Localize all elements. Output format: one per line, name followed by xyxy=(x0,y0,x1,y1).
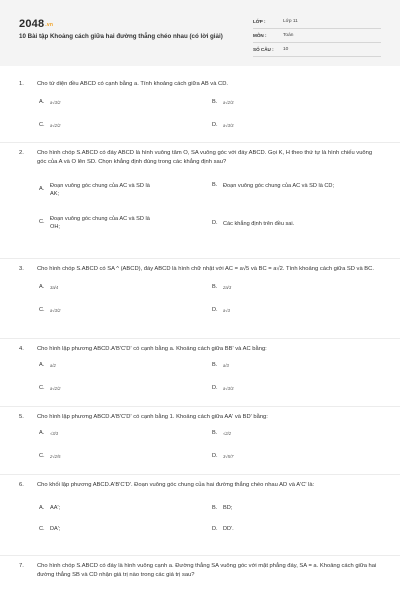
option-a[interactable] xyxy=(39,284,58,292)
option-value: a√3/3 xyxy=(223,123,234,129)
option-a[interactable] xyxy=(39,430,58,438)
header xyxy=(0,0,400,66)
option-value: a/2 xyxy=(50,363,56,369)
meta-row-count xyxy=(253,44,381,57)
option-value: Đoạn vuông góc chung của AC và SD là OH; xyxy=(50,215,150,230)
meta-info xyxy=(253,16,381,58)
option-letter: D. xyxy=(212,307,218,314)
question-number: 4. xyxy=(19,346,24,352)
question-number: 7. xyxy=(19,563,24,569)
option-c[interactable] xyxy=(39,215,179,232)
question-6 xyxy=(19,481,382,533)
meta-label: SỐ CÂU : xyxy=(253,46,274,52)
question-3 xyxy=(19,265,382,314)
option-letter: A. xyxy=(39,99,45,106)
option-value: a√3/3 xyxy=(223,386,234,392)
meta-row-subject xyxy=(253,30,381,43)
option-value: AA'; xyxy=(50,505,61,512)
option-b[interactable] xyxy=(212,99,233,107)
question-2 xyxy=(19,149,382,230)
option-letter: B. xyxy=(212,430,218,437)
option-letter: A. xyxy=(39,362,45,369)
option-d[interactable] xyxy=(212,385,233,393)
option-a[interactable] xyxy=(39,99,60,107)
option-letter: B. xyxy=(212,504,218,511)
option-value: a√3/2 xyxy=(50,308,61,314)
option-b[interactable] xyxy=(212,430,231,438)
question-number: 1. xyxy=(19,81,24,87)
option-letter: B. xyxy=(212,99,218,106)
option-letter: C. xyxy=(39,307,45,314)
option-letter: A. xyxy=(39,504,45,511)
meta-row-class xyxy=(253,16,381,29)
option-letter: D. xyxy=(212,122,218,129)
option-value: 2a/3 xyxy=(223,285,232,291)
question-number: 5. xyxy=(19,414,24,420)
option-value: a√2/3 xyxy=(223,100,234,106)
meta-label: LỚP : xyxy=(253,18,266,24)
question-text: Cho hình lập phương ABCD.A'B'C'D' có cạnh bằng 1. Khoảng cách giữa AA' và BD' bằng: xyxy=(37,414,268,420)
divider xyxy=(0,474,400,475)
option-letter: D. xyxy=(212,219,218,226)
option-a[interactable] xyxy=(39,362,56,370)
question-number: 3. xyxy=(19,266,24,272)
option-b[interactable] xyxy=(212,182,362,190)
option-letter: A. xyxy=(39,284,45,291)
option-c[interactable] xyxy=(39,453,60,461)
option-value: a√3 xyxy=(223,308,230,314)
question-text: Cho hình chóp S.ABCD có đáy ABCD là hình vuông tâm O, SA vuông góc với đáy ABCD. Gọi K, H theo thứ tự là hình chiếu vuông góc của A và O lên SD. Chọn khẳng định đúng trong các khẳng định sau? xyxy=(37,150,373,166)
option-letter: B. xyxy=(212,362,218,369)
option-letter: C. xyxy=(39,525,45,532)
site-logo[interactable] xyxy=(19,17,53,32)
divider xyxy=(0,406,400,407)
document-title: 10 Bài tập Khoảng cách giữa hai đường thẳng chéo nhau (có lời giải) xyxy=(19,33,223,40)
option-letter: A. xyxy=(39,430,45,437)
option-value: 2√2/5 xyxy=(50,454,61,460)
question-text: Cho hình lập phương ABCD.A'B'C'D' có cạnh bằng a. Khoảng cách giữa BB' và AC bằng: xyxy=(37,346,267,352)
option-a[interactable] xyxy=(39,504,60,512)
divider xyxy=(0,338,400,339)
meta-value: Lớp 11 xyxy=(283,18,298,24)
option-b[interactable] xyxy=(212,362,229,370)
option-value: DD'. xyxy=(223,526,234,533)
question-text: Cho tứ diện đều ABCD có cạnh bằng a. Tính khoảng cách giữa AB và CD. xyxy=(37,81,229,87)
option-value: Đoạn vuông góc chung của AC và SD là AK; xyxy=(50,182,150,197)
question-5 xyxy=(19,413,382,460)
option-value: a√3/2 xyxy=(50,100,61,106)
option-letter: C. xyxy=(39,385,45,392)
option-letter: A. xyxy=(39,186,45,192)
option-c[interactable] xyxy=(39,385,60,393)
meta-value: 10 xyxy=(283,46,289,52)
option-value: 3a/4 xyxy=(50,285,59,291)
option-d[interactable] xyxy=(212,220,294,228)
option-value: Các khẳng định trên đều sai. xyxy=(223,220,295,227)
option-d[interactable] xyxy=(212,122,233,130)
meta-value: Toán xyxy=(283,32,294,38)
option-d[interactable] xyxy=(212,453,233,461)
divider xyxy=(0,555,400,556)
question-text: Cho hình chóp S.ABCD có SA ^ (ABCD), đáy ABCD là hình chữ nhật với AC = a√5 và BC = a√2. Tính khoảng cách giữa SD và BC. xyxy=(37,266,374,272)
option-b[interactable] xyxy=(212,284,231,292)
question-number: 6. xyxy=(19,482,24,488)
question-4 xyxy=(19,345,382,392)
option-letter: D. xyxy=(212,525,218,532)
option-letter: D. xyxy=(212,385,218,392)
option-value: 3√5/7 xyxy=(223,454,234,460)
option-letter: C. xyxy=(39,122,45,129)
logo-text: 2048 xyxy=(19,18,45,30)
option-value: a√2/2 xyxy=(50,386,61,392)
option-value: DA'; xyxy=(50,526,61,533)
option-c[interactable] xyxy=(39,525,60,533)
option-d[interactable] xyxy=(212,307,230,315)
option-a[interactable] xyxy=(39,182,179,199)
option-letter: C. xyxy=(39,453,45,460)
divider xyxy=(0,258,400,259)
option-b[interactable] xyxy=(212,504,232,512)
option-value: √2/2 xyxy=(223,431,232,437)
option-value: Đoạn vuông góc chung của AC và SD là CD; xyxy=(223,182,335,189)
option-c[interactable] xyxy=(39,307,60,315)
option-value: √3/3 xyxy=(50,431,59,437)
logo-suffix: .vn xyxy=(45,22,54,28)
option-letter: B. xyxy=(212,284,218,291)
divider xyxy=(0,142,400,143)
question-text: Cho hình chóp S.ABCD có đáy là hình vuông cạnh a. Đường thẳng SA vuông góc với mặt phẳng đáy, SA = a. Khoảng cách giữa hai đường thẳng SB và CD nhận giá trị nào trong các giá trị sau? xyxy=(37,563,377,579)
option-letter: D. xyxy=(212,453,218,460)
option-letter: B. xyxy=(212,181,218,188)
question-number: 2. xyxy=(19,150,24,156)
question-1 xyxy=(19,80,382,129)
question-text: Cho khối lập phương ABCD.A'B'C'D'. Đoạn vuông góc chung của hai đường thẳng chéo nhau AD và A'C' là: xyxy=(37,482,315,488)
option-value: a√2/2 xyxy=(50,123,61,129)
option-value: BD; xyxy=(223,505,233,512)
option-c[interactable] xyxy=(39,122,60,130)
question-7 xyxy=(19,562,382,581)
option-value: a/3 xyxy=(223,363,229,369)
option-letter: C. xyxy=(39,219,45,225)
option-d[interactable] xyxy=(212,525,234,533)
meta-label: MÔN : xyxy=(253,32,267,38)
